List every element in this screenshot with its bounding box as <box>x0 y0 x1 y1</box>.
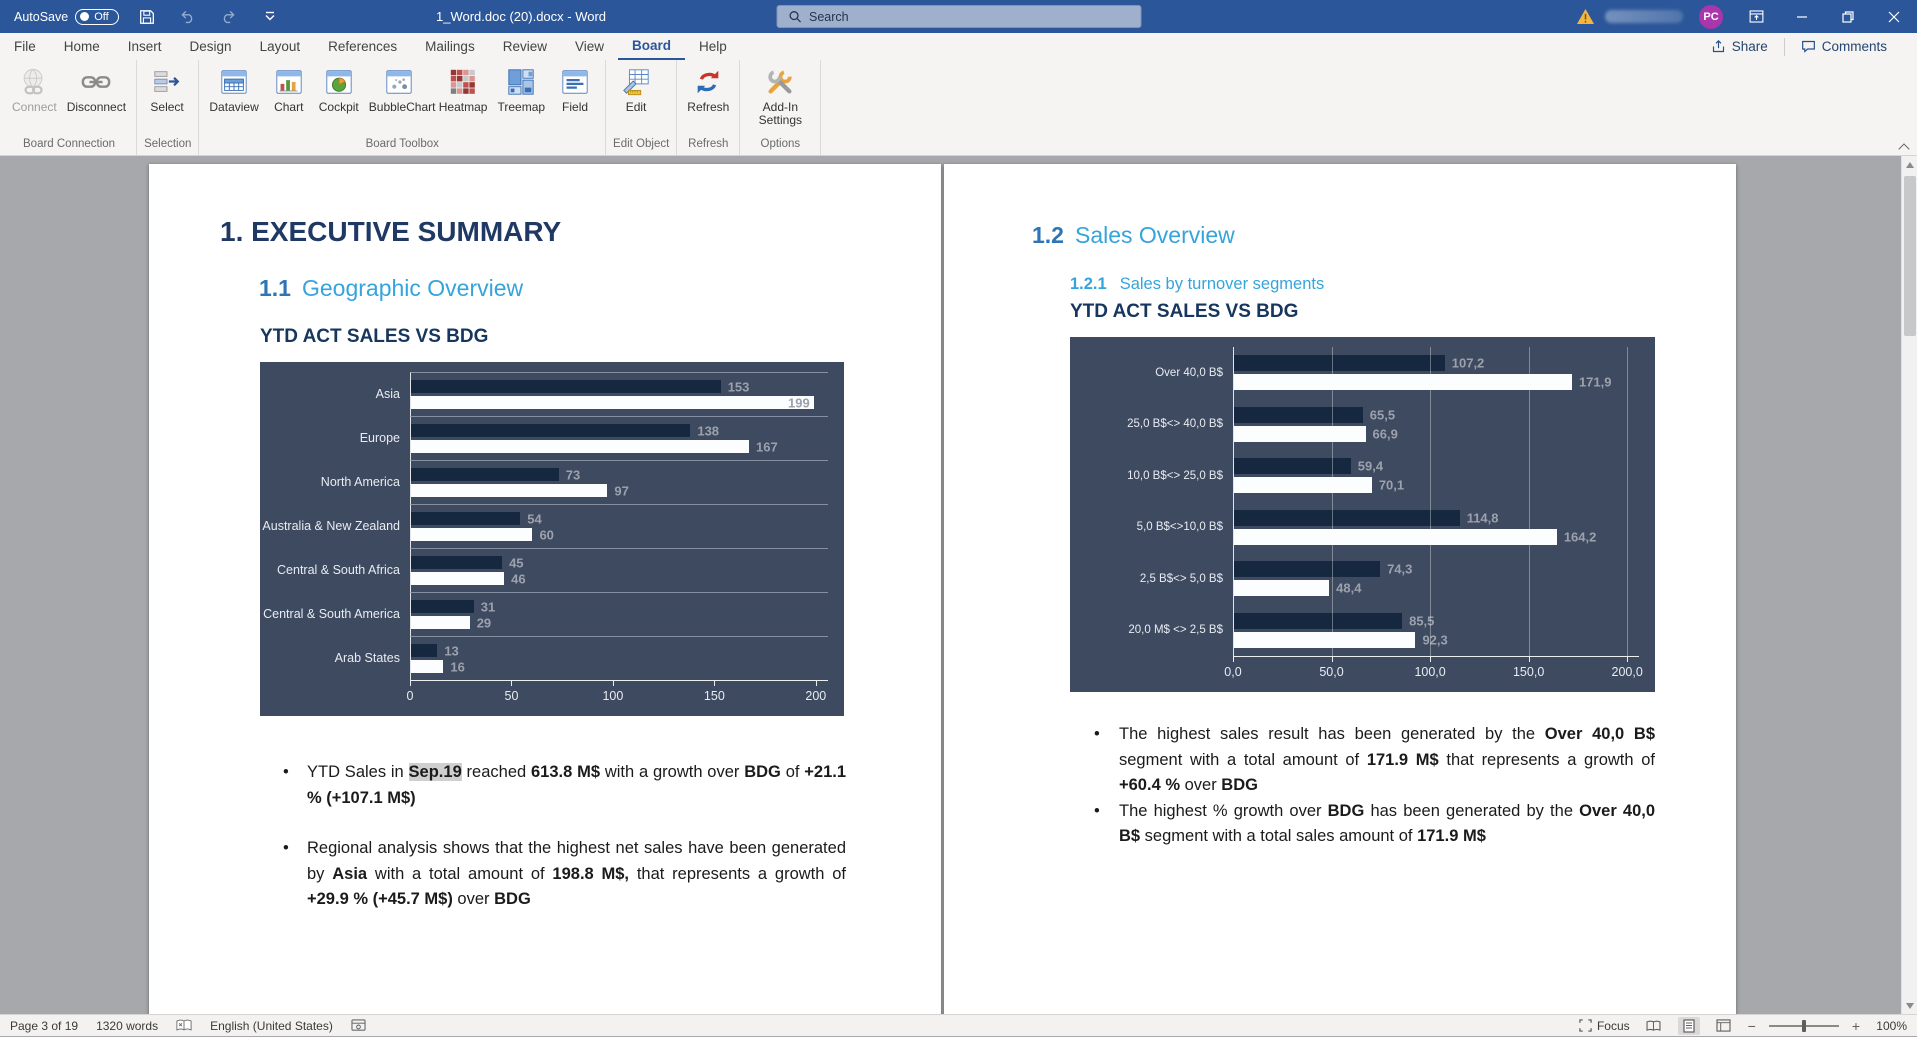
sales-chart-segments[interactable] <box>1070 337 1655 692</box>
chart-category-row <box>1070 502 1655 554</box>
page-indicator[interactable]: Page 3 of 19 <box>10 1018 79 1033</box>
bullet-list-right <box>1080 722 1655 850</box>
dataview-grid-icon <box>219 67 249 97</box>
bar-value-label: 138 <box>697 423 720 438</box>
text-run: of <box>780 763 805 781</box>
x-tick-label: 100 <box>602 689 624 703</box>
chart-category-label: 5,0 B$<>10,0 B$ <box>1136 521 1223 534</box>
text-run: with a growth over <box>600 763 745 781</box>
button-label: BubbleChart <box>368 100 436 114</box>
bar-value-label: 85,5 <box>1409 613 1435 629</box>
bar-value-label: 97 <box>614 483 629 498</box>
x-tick-label: 200 <box>805 689 827 703</box>
zoom-in-icon[interactable]: + <box>1851 1017 1860 1034</box>
bar-bdg <box>1234 580 1329 596</box>
text-run: over <box>1180 776 1222 794</box>
bar-value-label: 74,3 <box>1387 561 1413 577</box>
ribbon-group-options <box>740 60 821 155</box>
edit-table-icon <box>621 67 651 97</box>
bar-act <box>1234 458 1351 474</box>
search-icon <box>788 10 801 23</box>
heading-text: Geographic Overview <box>301 275 524 301</box>
user-name-blurred <box>1605 10 1683 23</box>
bullet-dot: • <box>283 839 289 857</box>
text-run: reached <box>461 763 531 781</box>
globe-chain-icon <box>19 67 49 97</box>
text-run: that represents a growth of <box>629 864 846 883</box>
print-layout-icon[interactable] <box>1678 1017 1700 1035</box>
text-run: +21.1 % (+107.1 M$) <box>307 763 847 807</box>
share-button[interactable] <box>1695 39 1784 54</box>
text-run: has been generated by the <box>1364 801 1580 820</box>
focus-label: Focus <box>1596 1018 1630 1033</box>
restore-icon[interactable] <box>1825 0 1871 33</box>
ribbon-display-options-icon[interactable] <box>1733 0 1779 33</box>
title-bar <box>0 0 1917 33</box>
bar-act <box>411 556 502 569</box>
heading-sales-overview <box>1032 222 1736 249</box>
x-tick-label: 0,0 <box>1224 665 1242 679</box>
heatmap-grid-icon <box>448 67 478 97</box>
chart-category-row <box>260 548 844 592</box>
heading-number: 1.1 <box>259 275 291 301</box>
avatar[interactable]: PC <box>1699 5 1723 29</box>
web-layout-icon[interactable] <box>1713 1017 1735 1035</box>
ribbon-group-label: Options <box>760 138 801 150</box>
chart-category-label: Europe <box>359 431 400 445</box>
bar-value-label: 31 <box>480 599 496 614</box>
bar-bdg <box>1234 426 1366 442</box>
status-bar <box>0 1014 1917 1036</box>
bar-bdg <box>1234 529 1557 545</box>
bar-act <box>411 468 559 481</box>
bullet-dot: • <box>283 763 289 781</box>
button-label: Refresh <box>687 100 730 114</box>
button-label: Connect <box>12 100 57 114</box>
tab-mailings[interactable]: Mailings <box>425 39 475 54</box>
bar-value-label: 13 <box>444 643 459 658</box>
bar-value-label: 167 <box>756 439 778 454</box>
field-button[interactable] <box>550 63 600 116</box>
treemap-button[interactable] <box>492 63 550 116</box>
text-run: segment with a total amount of <box>1119 750 1367 769</box>
ribbon-group-label: Board Toolbox <box>365 138 439 150</box>
ribbon-group-board-connection <box>2 60 137 155</box>
disconnect-button[interactable] <box>62 63 131 116</box>
read-mode-icon[interactable] <box>1643 1017 1665 1035</box>
tab-layout[interactable]: Layout <box>259 39 301 54</box>
text-run: 171.9 M$ <box>1366 750 1439 769</box>
bar-value-label: 65,5 <box>1369 407 1396 423</box>
save-icon[interactable] <box>134 4 160 30</box>
button-label: Treemap <box>497 100 546 114</box>
bubblechart-button[interactable] <box>364 63 434 116</box>
bullet-item <box>1080 722 1655 799</box>
tab-board[interactable]: Board <box>618 33 685 60</box>
zoom-out-icon[interactable]: − <box>1747 1017 1756 1034</box>
bar-chart-icon <box>274 67 304 97</box>
text-run: BDG <box>1327 801 1365 820</box>
ribbon-group-label: Board Connection <box>23 138 116 150</box>
chart-category-label: North America <box>320 475 400 489</box>
text-run: The highest sales result has been generated by the <box>1119 725 1545 743</box>
zoom-slider[interactable] <box>1769 1025 1839 1027</box>
autosave-label: AutoSave <box>14 9 69 24</box>
text-run: Sep.19 <box>408 763 462 781</box>
bar-value-label: 107,2 <box>1451 355 1485 371</box>
close-icon[interactable] <box>1871 0 1917 33</box>
text-run: 198.8 M$, <box>552 864 630 883</box>
search-placeholder: Search <box>809 9 849 24</box>
text-run: Regional analysis shows that the highest net sales have been generated by <box>307 839 846 883</box>
text-run: The highest % growth over <box>1119 801 1328 820</box>
chart-category-row <box>1070 399 1655 451</box>
chart-button[interactable] <box>264 63 314 116</box>
text-run: over <box>452 890 495 908</box>
bar-value-label: 70,1 <box>1378 477 1405 493</box>
bar-value-label: 66,9 <box>1372 426 1398 442</box>
bar-value-label: 60 <box>539 527 554 542</box>
chart-category-label: Australia & New Zealand <box>262 519 400 533</box>
heading-text: Sales by turnover segments <box>1119 275 1325 293</box>
ribbon-group-edit-object <box>606 60 677 155</box>
text-run: +60.4 % <box>1119 776 1181 794</box>
button-label: Dataview <box>209 100 259 114</box>
chart-category-row <box>260 416 844 460</box>
bar-act <box>411 600 474 613</box>
bar-value-label: 29 <box>476 615 492 630</box>
bar-bdg <box>1234 632 1415 648</box>
autosave-state: Off <box>94 10 109 23</box>
x-tick-label: 150 <box>703 689 725 703</box>
text-run: segment with a total sales amount of <box>1140 827 1418 845</box>
edit-button[interactable] <box>611 63 661 116</box>
bar-value-label: 114,8 <box>1466 510 1499 526</box>
quick-access-chevron-icon[interactable] <box>257 4 283 30</box>
chart-category-row <box>260 372 844 416</box>
chart-category-label: Over 40,0 B$ <box>1155 366 1223 379</box>
tab-insert[interactable]: Insert <box>127 39 162 54</box>
tab-help[interactable]: Help <box>699 39 727 54</box>
tab-file[interactable]: File <box>14 39 36 54</box>
chart-x-axis <box>260 680 844 716</box>
comments-button[interactable] <box>1785 39 1903 54</box>
button-label: Add-In Settings <box>758 100 802 127</box>
language-indicator[interactable]: English (United States) <box>210 1018 333 1033</box>
bar-value-label: 59,4 <box>1357 458 1384 474</box>
chart-category-label: Central & South America <box>263 607 400 621</box>
bar-value-label: 199 <box>788 395 810 410</box>
bar-bdg <box>411 660 443 673</box>
heading-executive-summary: 1. EXECUTIVE SUMMARY <box>220 216 562 247</box>
document-page-3[interactable] <box>149 164 941 1014</box>
chart-category-label: Asia <box>375 387 400 401</box>
bullet-item <box>269 760 846 811</box>
word-count[interactable]: 1320 words <box>96 1018 159 1033</box>
focus-button[interactable] <box>1579 1019 1630 1033</box>
proofing-icon[interactable] <box>176 1019 192 1032</box>
scrollbar-thumb[interactable] <box>1904 176 1916 336</box>
chart-x-axis <box>1070 656 1655 692</box>
x-tick-label: 200,0 <box>1611 665 1643 679</box>
warning-icon[interactable] <box>1576 8 1595 25</box>
autosave-toggle[interactable] <box>75 9 118 25</box>
chart-category-row <box>260 636 844 680</box>
sales-chart-geographic[interactable] <box>260 362 844 716</box>
zoom-slider-thumb[interactable] <box>1802 1020 1806 1032</box>
chart-category-row <box>260 504 844 548</box>
ribbon-tabs <box>0 33 741 60</box>
vertical-scrollbar[interactable] <box>1901 156 1917 1014</box>
bar-value-label: 164,2 <box>1563 529 1597 545</box>
text-run: with a total amount of <box>367 864 553 883</box>
connect-button[interactable] <box>7 63 62 116</box>
bullet-dot: • <box>1094 801 1100 820</box>
heading-text: Sales Overview <box>1074 222 1235 248</box>
text-run: 613.8 M$ <box>531 763 601 781</box>
minimize-icon[interactable] <box>1779 0 1825 33</box>
button-label: Cockpit <box>318 100 359 114</box>
heatmap-button[interactable] <box>434 63 493 116</box>
chart-category-row <box>1070 450 1655 502</box>
cockpit-button[interactable] <box>314 63 364 116</box>
text-run: YTD Sales in <box>307 763 409 781</box>
autosave-toggle-dot <box>80 12 89 21</box>
text-run: BDG <box>494 890 531 908</box>
document-title: 1_Word.doc (20).docx - Word <box>436 9 607 24</box>
ribbon-group-refresh <box>677 60 740 155</box>
bar-bdg <box>411 484 607 497</box>
zoom-level[interactable]: 100% <box>1876 1018 1907 1033</box>
refresh-button[interactable] <box>682 63 734 116</box>
bullet-item <box>1080 799 1655 850</box>
bar-act <box>1234 613 1402 629</box>
bar-value-label: 73 <box>565 467 581 482</box>
bar-act <box>411 512 520 525</box>
tab-view[interactable]: View <box>574 39 604 54</box>
ribbon-group-label: Selection <box>144 138 192 150</box>
heading-number: 1.2.1 <box>1070 275 1107 293</box>
chart-plot-area <box>260 372 844 680</box>
x-tick-label: 0 <box>406 689 414 703</box>
tab-references[interactable]: References <box>328 39 398 54</box>
chart-plot-area <box>1070 347 1655 656</box>
chart-category-label: Arab States <box>334 651 400 665</box>
button-label: Heatmap <box>438 100 488 114</box>
button-label: Edit <box>625 100 647 114</box>
ribbon <box>0 60 1917 156</box>
chart-category-row <box>260 460 844 504</box>
text-run: BDG <box>744 763 781 781</box>
scroll-down-icon[interactable] <box>1902 997 1917 1014</box>
bar-bdg <box>411 572 504 585</box>
chart-category-row <box>260 592 844 636</box>
ribbon-group-label: Edit Object <box>613 138 670 150</box>
comments-label: Comments <box>1821 39 1887 54</box>
x-tick-label: 50 <box>504 689 519 703</box>
chart-category-label: 20,0 M$ <> 2,5 B$ <box>1128 624 1223 637</box>
select-arrow-icon <box>152 67 182 97</box>
bar-act <box>1234 407 1363 423</box>
bar-bdg <box>411 396 814 409</box>
bar-act <box>1234 510 1460 526</box>
button-label: Field <box>562 100 589 114</box>
text-run: BDG <box>1221 776 1258 794</box>
chart-category-row <box>1070 347 1655 399</box>
bar-value-label: 16 <box>450 659 465 674</box>
chart-category-label: Central & South Africa <box>277 563 400 577</box>
text-run: that represents a growth of <box>1438 750 1655 769</box>
bubble-chart-icon <box>384 67 414 97</box>
treemap-tiles-icon <box>506 67 536 97</box>
chart-heading-right: YTD ACT SALES VS BDG <box>1070 301 1299 322</box>
add-in-settings-button[interactable] <box>745 63 815 129</box>
heading-sales-by-turnover <box>1070 275 1736 294</box>
bar-act <box>411 380 721 393</box>
bar-value-label: 153 <box>727 379 750 394</box>
bar-act <box>411 644 437 657</box>
ribbon-group-label: Refresh <box>688 138 729 150</box>
chart-category-row <box>1070 605 1655 657</box>
chart-heading-left: YTD ACT SALES VS BDG <box>260 326 489 347</box>
button-label: Chart <box>274 100 304 114</box>
select-button[interactable] <box>142 63 192 116</box>
chain-icon <box>81 67 111 97</box>
share-label: Share <box>1731 39 1768 54</box>
bar-bdg <box>411 616 470 629</box>
tab-home[interactable]: Home <box>63 39 100 54</box>
undo-icon[interactable] <box>175 4 201 30</box>
text-run: Over 40,0 B$ <box>1119 801 1656 845</box>
bar-value-label: 54 <box>527 511 542 526</box>
comments-icon <box>1801 39 1816 54</box>
refresh-arrows-icon <box>693 67 723 97</box>
text-run: +29.9 % (+45.7 M$) <box>307 890 453 908</box>
search-input[interactable] <box>776 5 1141 28</box>
heading-number: 1.2 <box>1032 222 1064 248</box>
text-run: 171.9 M$ <box>1417 827 1486 845</box>
share-icon <box>1711 39 1726 54</box>
bar-bdg <box>1234 374 1572 390</box>
bar-value-label: 46 <box>511 571 526 586</box>
ribbon-group-board-toolbox <box>199 60 606 155</box>
pie-chart-icon <box>324 67 354 97</box>
scroll-up-icon[interactable] <box>1902 156 1917 173</box>
tab-review[interactable]: Review <box>502 39 547 54</box>
bar-act <box>1234 561 1380 577</box>
bar-bdg <box>411 440 749 453</box>
document-page-4[interactable] <box>944 164 1736 1014</box>
field-lines-icon <box>560 67 590 97</box>
bar-bdg <box>411 528 532 541</box>
text-run: Over 40,0 B$ <box>1544 725 1656 743</box>
redo-icon[interactable] <box>216 4 242 30</box>
text-run: Asia <box>332 864 368 883</box>
bullet-item <box>269 836 846 913</box>
bar-act <box>1234 355 1445 371</box>
button-label: Disconnect <box>66 100 127 114</box>
chart-category-label: 2,5 B$<> 5,0 B$ <box>1139 572 1223 585</box>
wrench-tools-icon <box>765 67 795 97</box>
document-canvas <box>0 156 1917 1014</box>
ribbon-group-selection <box>137 60 199 155</box>
ribbon-tab-row <box>0 33 1917 60</box>
x-tick-label: 100,0 <box>1414 665 1446 679</box>
accessibility-icon[interactable] <box>351 1019 366 1033</box>
bar-act <box>411 424 690 437</box>
bar-value-label: 92,3 <box>1422 632 1448 648</box>
bar-value-label: 48,4 <box>1336 580 1362 596</box>
chart-category-label: 25,0 B$<> 40,0 B$ <box>1127 418 1223 431</box>
collapse-ribbon-icon[interactable] <box>1897 141 1911 151</box>
x-tick-label: 150,0 <box>1512 665 1545 679</box>
bullet-list-left <box>269 760 846 913</box>
chart-category-label: 10,0 B$<> 25,0 B$ <box>1127 469 1223 482</box>
chart-category-row <box>1070 553 1655 605</box>
dataview-button[interactable] <box>204 63 263 116</box>
bar-value-label: 171,9 <box>1578 374 1612 390</box>
ribbon-groups <box>2 60 821 155</box>
button-label: Select <box>150 100 184 114</box>
tab-design[interactable]: Design <box>189 39 232 54</box>
bar-bdg <box>1234 477 1372 493</box>
bar-value-label: 45 <box>509 555 524 570</box>
x-tick-label: 50,0 <box>1319 665 1344 679</box>
heading-geographic-overview <box>259 275 941 302</box>
bullet-dot: • <box>1094 725 1100 743</box>
